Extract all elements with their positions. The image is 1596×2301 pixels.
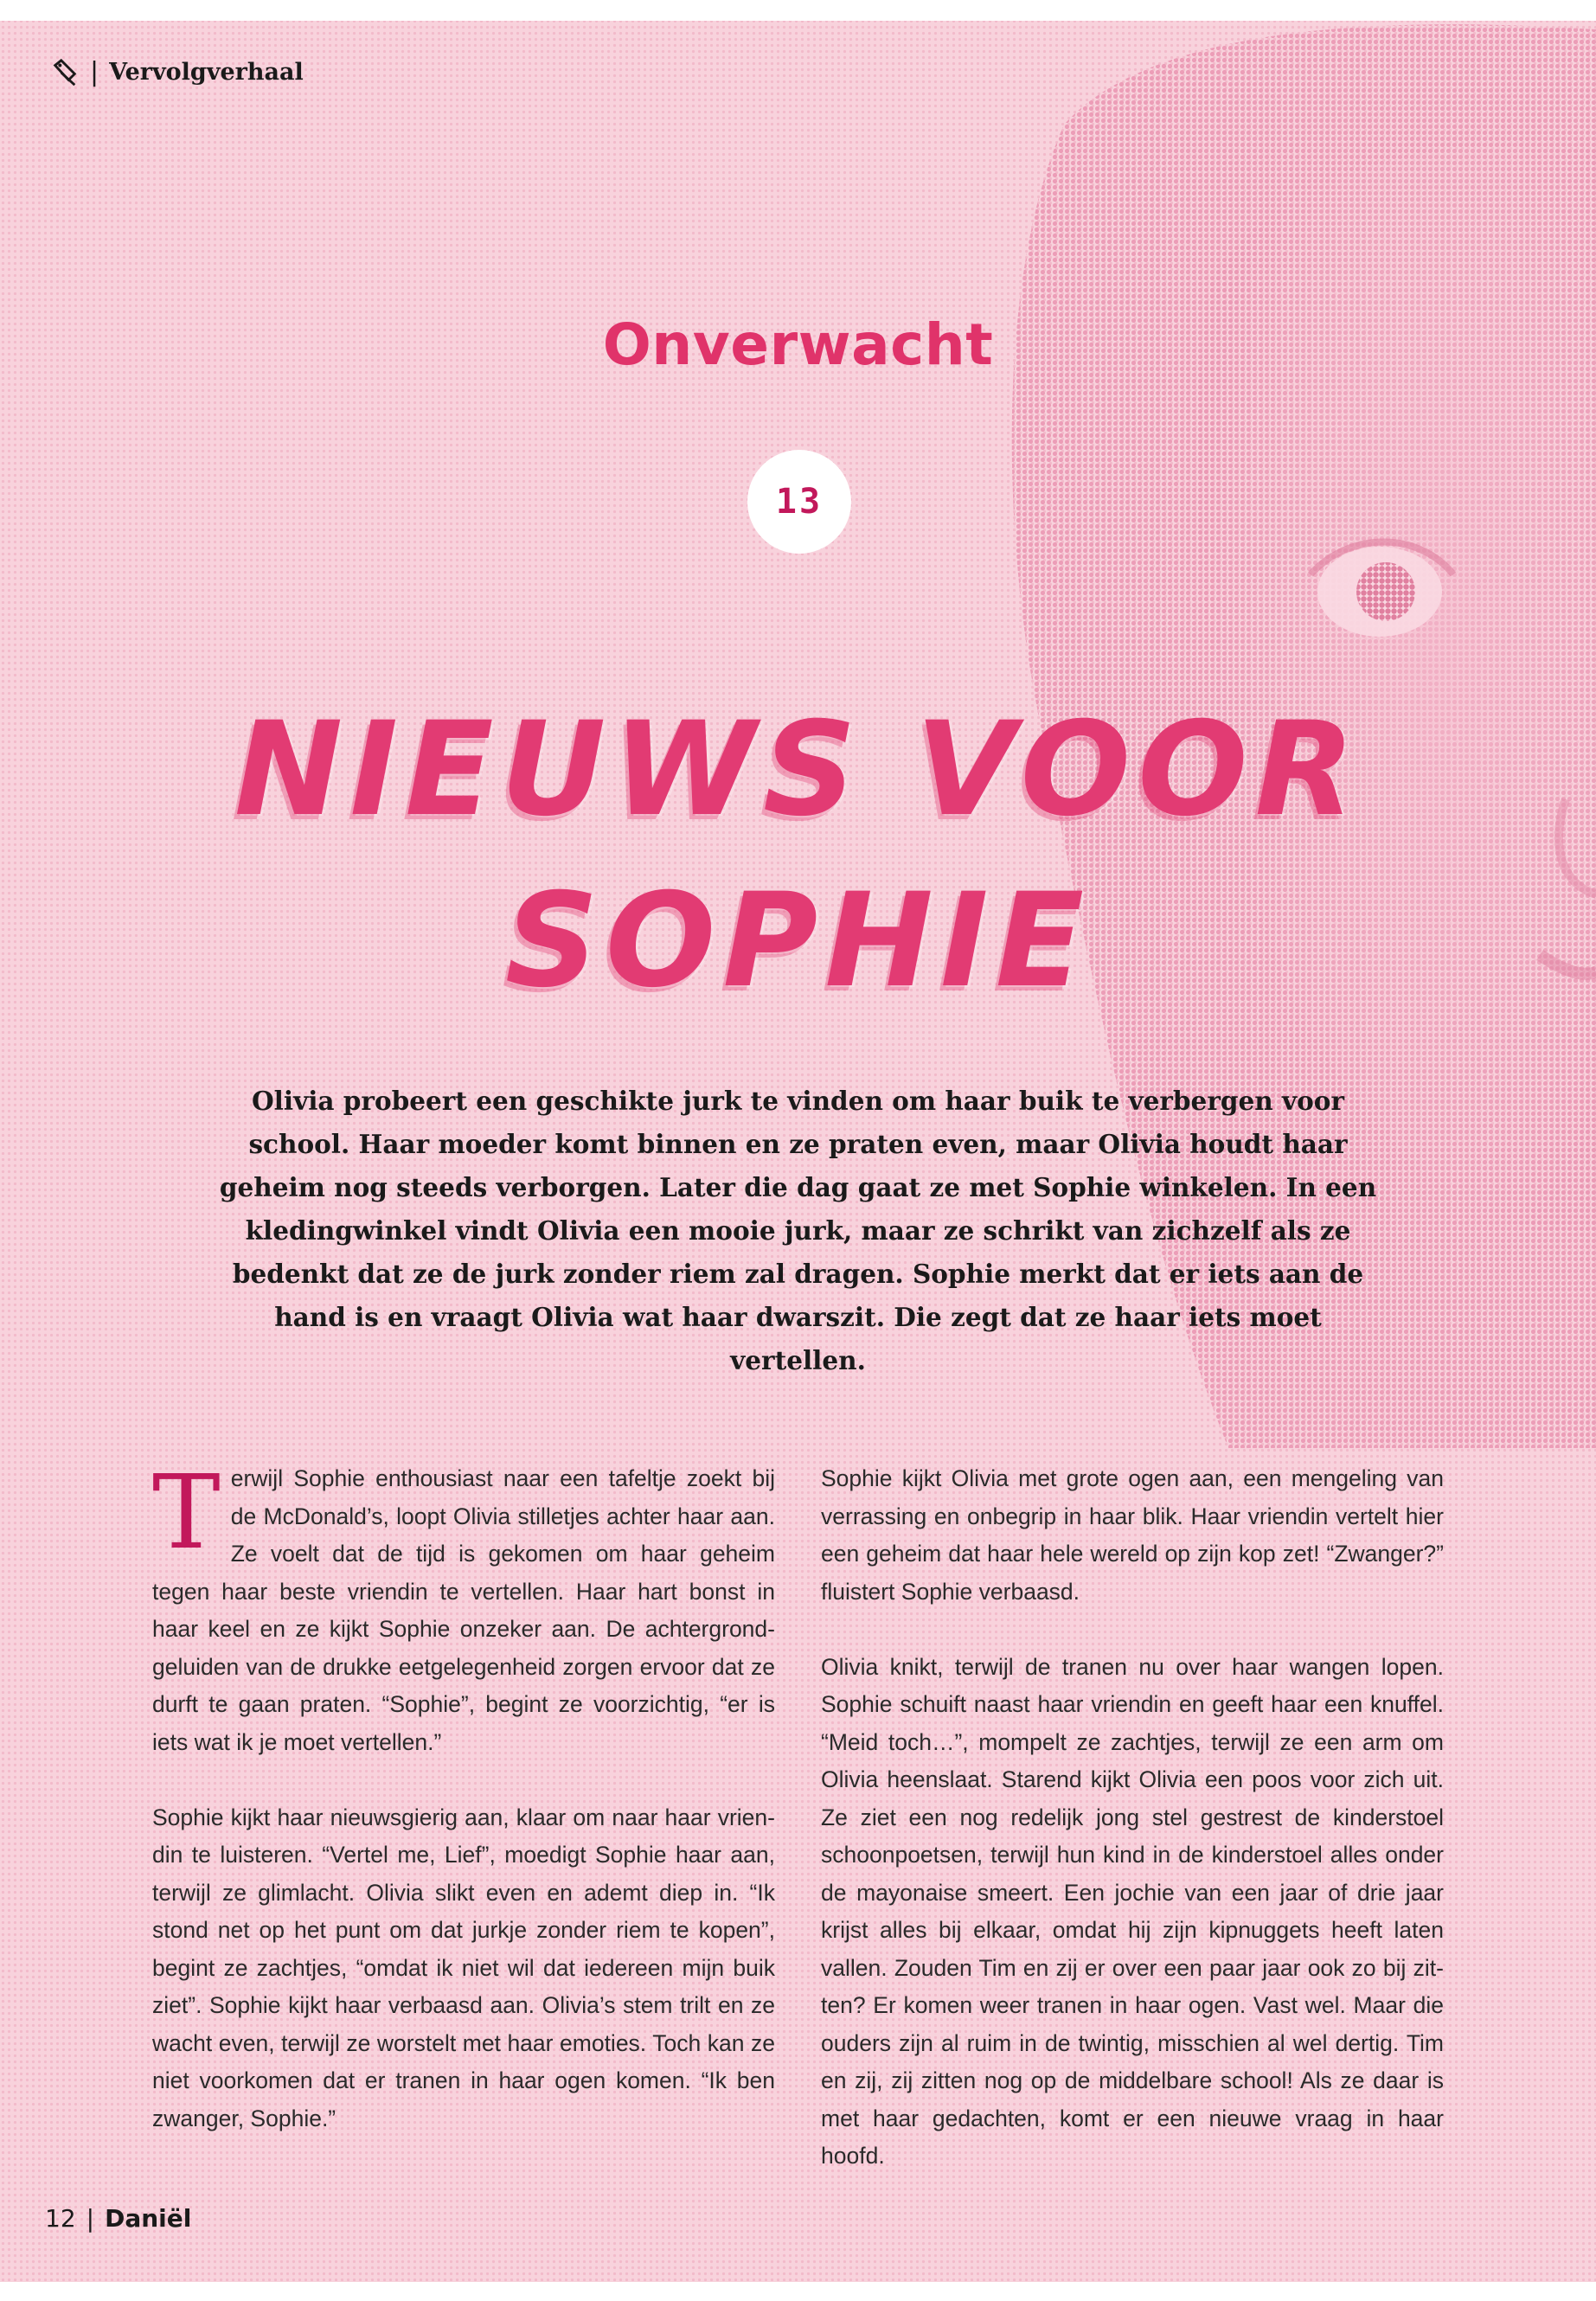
footer-separator: | (86, 2204, 95, 2233)
drop-cap: T (152, 1452, 221, 1572)
body-paragraph: Sophie kijkt Olivia met grote ogen aan, een mengeling van verrassing en onbegrip in haar blik. Haar vriendin vertelt hier een geheim dat haar hele wereld op zijn kop zet! “Zwanger?” fluistert Sophie verbaasd. (821, 1465, 1444, 1605)
body-paragraph (152, 1452, 775, 1761)
section-header (50, 57, 304, 87)
page-number: 12 (45, 2204, 76, 2233)
top-margin (0, 0, 1596, 21)
body-column-right (821, 1460, 1444, 2176)
magazine-name: Daniël (105, 2204, 192, 2233)
body-paragraph: Olivia knikt, terwijl de tranen nu over haar wangen lopen. Sophie schuift naast haar vriendin en geeft haar een knuffel. “Meid toch…”, mompelt ze zachtjes, terwijl ze een arm om Olivia heenslaat. Starend kijkt Olivia een poos voor zich uit. Ze ziet een nog redelijk jong stel gestrest de kinderstoel schoonpoetsen, terwijl hun kind in de kinderstoel alles onder de mayonaise smeert. Een jochie van een jaar of drie jaar krijst alles bij elkaar, omdat hij zijn kipnuggets heeft laten vallen. Zouden Tim en zij er over een paar jaar ook zo bij zitten? Er komen weer tranen in haar ogen. Vast wel. Maar die ouders zijn al ruim in de twintig, misschien al wel dertig. Tim en zij, zij zitten nog op de middelbare school! Als ze daar is met haar gedachten, komt er een nieuwe vraag in haar hoofd. (821, 1653, 1444, 2169)
article-title (0, 684, 1596, 1027)
body-column-left (152, 1452, 775, 2138)
page-footer (45, 2204, 191, 2233)
tag-icon (50, 58, 80, 87)
section-label: Vervolgverhaal (109, 59, 304, 86)
title-line-2: SOPHIE (504, 865, 1092, 1016)
paragraph-text: erwijl Sophie enthousiast naar een tafeltje zoekt bij de McDonald’s, loopt Olivia stilletjes achter haar aan. Ze voelt dat de tijd is gekomen om haar geheim tegen haar beste vriendin te vertellen. Haar hart bonst in haar keel en ze kijkt Sophie onzeker aan. De achtergrondgeluiden van de drukke eetgelegenheid zorgen ervoor dat ze durft te gaan praten. “Sophie”, begint ze voorzichtig, “er is iets wat ik je moet vertellen.” (152, 1465, 775, 1755)
article-intro: Olivia probeert een geschikte jurk te vinden om haar buik te verbergen voor school. Haar moeder komt binnen en ze praten even, maar Olivia houdt haar geheim nog steeds verborgen. Later die dag gaat ze met Sophie winkelen. In een kledingwinkel vindt Olivia een mooie jurk, maar ze schrikt van zichzelf als ze bedenkt dat ze de jurk zonder riem zal dragen. Sophie merkt dat er iets aan de hand is en vraagt Olivia wat haar dwarszit. Die zegt dat ze haar iets moet vertellen. (219, 1086, 1377, 1375)
body-paragraph: Sophie kijkt haar nieuwsgierig aan, klaar om naar haar vriendin te luisteren. “Vertel me, Lief”, moedigt Sophie haar aan, terwijl ze glimlacht. Olivia slikt even en ademt diep in. “Ik stond net op het punt om dat jurkje zonder riem te kopen”, begint ze zachtjes, “omdat ik niet wil dat iedereen mijn buik ziet”. Sophie kijkt haar verbaasd aan. Olivia’s stem trilt en ze wacht even, terwijl ze worstelt met haar emoties. Toch kan ze niet voorkomen dat er tranen in haar ogen komen. “Ik ben zwanger, Sophie.” (152, 1804, 775, 2131)
header-separator: | (90, 57, 99, 87)
episode-number-badge: 13 (747, 450, 851, 554)
title-line-1: NIEUWS VOOR (234, 694, 1362, 845)
series-kicker: Onverwacht (602, 311, 994, 378)
bottom-margin (0, 2282, 1596, 2301)
